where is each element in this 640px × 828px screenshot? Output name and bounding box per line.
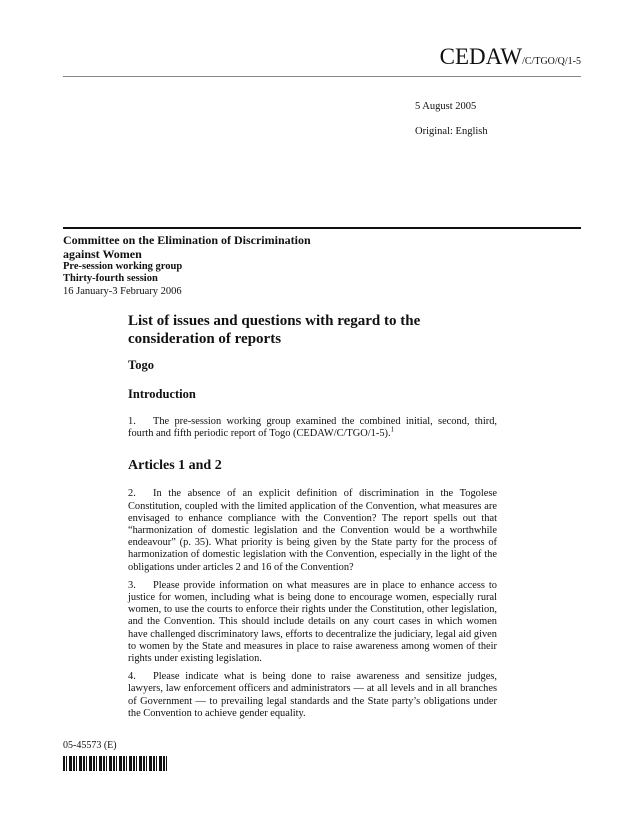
document-symbol	[440, 44, 581, 70]
paragraph-text: In the absence of an explicit definition of discrimination in the Togolese Constitution, coupled with the limited application of the Convention, what measures are envisaged to enhance compliance with the Convention? The report spells out that “harmonization of domestic legislation and the Convention would be a worthwhile endeavour” (p. 35). What priority is being given by the State party for the process of harmonization of domestic legislation with the Convention, especially in the light of the obligations under articles 2 and 16 of the Convention?	[128, 488, 497, 573]
document-body	[128, 312, 497, 726]
original-language: Original: English	[415, 126, 488, 137]
session-dates: 16 January-3 February 2006	[63, 286, 182, 297]
committee-block	[63, 233, 343, 299]
paragraph	[128, 416, 497, 440]
paragraph-number: 2.	[128, 488, 136, 500]
paragraph-number: 1.	[128, 416, 136, 427]
committee-rule	[63, 227, 581, 229]
section-heading: Articles 1 and 2	[128, 458, 222, 474]
committee-name: Committee on the Elimination of Discrimination against Women	[63, 233, 311, 261]
header-rule	[63, 76, 581, 77]
working-group: Pre-session working group	[63, 261, 183, 272]
document-title: List of issues and questions with regard to the consideration of reports	[128, 313, 421, 347]
symbol-main: CEDAW	[439, 44, 523, 69]
footnote-ref[interactable]: 1	[390, 425, 395, 434]
paragraph-text: Please provide information on what measures are in place to enhance access to justice for women, including what is being done to encourage women, especially rural women, to use the courts to enforce their rights under the Constitution, other legislation, and the Convention. This should include details on any court cases in which women have challenged discriminatory laws, efforts to decentralize the judiciary, legal aid given to women by the State and measures in place to raise awareness among women of their rights under existing legislation.	[128, 579, 497, 665]
paragraph	[128, 671, 497, 720]
paragraph-text: Please indicate what is being done to raise awareness and sensitize judges, lawyers, law enforcement officers and administrators — at all levels and in all branches of Government — to prevailing legal standards and the State party’s obligations under the Convention to achieve gender equality.	[128, 671, 497, 719]
country-heading: Togo	[128, 358, 154, 372]
paragraph	[128, 580, 497, 665]
document-date: 5 August 2005	[415, 101, 477, 112]
barcode	[63, 756, 169, 771]
section-heading: Introduction	[128, 387, 196, 401]
paragraph-text: The pre-session working group examined the combined initial, second, third, fourth and fifth periodic report of Togo (CEDAW/C/TGO/1-5).	[128, 416, 497, 440]
paragraph	[128, 488, 497, 573]
paragraph-number: 4.	[128, 671, 136, 683]
job-number: 05-45573 (E)	[63, 740, 117, 751]
symbol-sub: /C/TGO/Q/1-5	[522, 56, 581, 67]
paragraph-number: 3.	[128, 579, 136, 591]
session: Thirty-fourth session	[63, 273, 158, 284]
